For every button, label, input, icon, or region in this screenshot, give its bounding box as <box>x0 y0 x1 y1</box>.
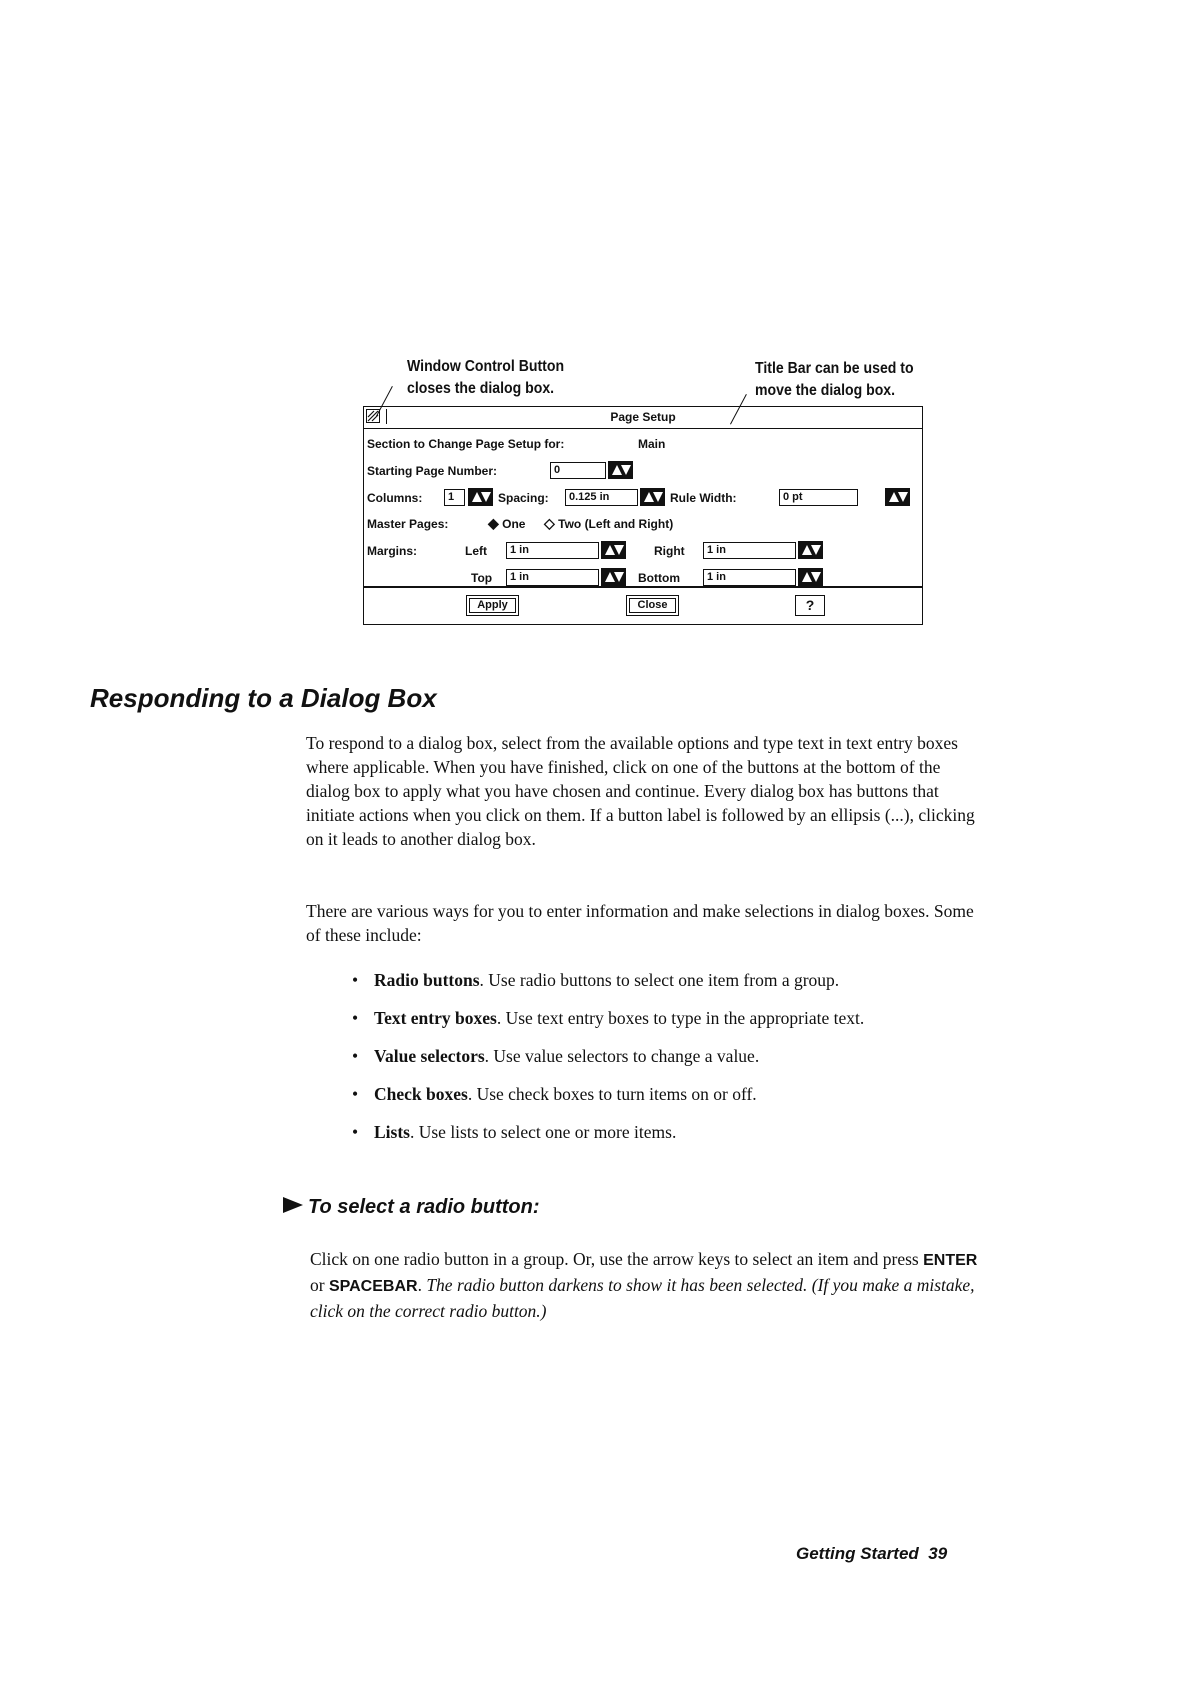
top-margin-label: Top <box>471 571 493 585</box>
margins-label: Margins: <box>367 544 418 558</box>
list-item: • Text entry boxes. Use text entry boxes to type in the appropriate text. <box>352 1008 865 1028</box>
callout-window-control-line2: closes the dialog box. <box>407 380 555 397</box>
title-bar[interactable] <box>364 407 922 429</box>
master-pages-label: Master Pages: <box>367 517 449 531</box>
rule-width-input[interactable]: 0 pt <box>779 489 858 506</box>
callout-title-bar-line2: move the dialog box. <box>755 382 896 399</box>
procedure-heading-row <box>282 1195 540 1219</box>
page-number: 39 <box>928 1544 948 1563</box>
help-icon: ? <box>805 597 815 613</box>
spacing-label: Spacing: <box>498 491 549 505</box>
bullet-text: . Use radio buttons to select one item from a group. <box>479 970 840 990</box>
bullet-term: Lists <box>374 1122 410 1142</box>
bullet-term: Text entry boxes <box>374 1008 497 1028</box>
radio-two[interactable] <box>544 515 673 532</box>
up-down-arrows-icon <box>885 488 910 506</box>
bullet-term: Check boxes <box>374 1084 468 1104</box>
up-down-arrows-icon <box>468 488 493 506</box>
top-margin-stepper[interactable] <box>601 568 626 586</box>
spacing-input[interactable]: 0.125 in <box>565 489 638 506</box>
left-margin-input[interactable]: 1 in <box>506 542 599 559</box>
page-footer <box>796 1544 947 1564</box>
up-down-arrows-icon <box>601 568 626 586</box>
procedure-or: or <box>310 1275 329 1295</box>
radio-empty-icon: ◇ <box>544 515 555 531</box>
starting-page-label: Starting Page Number: <box>367 464 498 478</box>
up-down-arrows-icon <box>608 461 633 479</box>
apply-button[interactable] <box>466 595 519 616</box>
up-down-arrows-icon <box>640 488 665 506</box>
list-item: • Radio buttons. Use radio buttons to select one item from a group. <box>352 970 840 990</box>
bottom-margin-input[interactable]: 1 in <box>703 569 796 586</box>
footer-text: Getting Started <box>796 1544 919 1563</box>
rule-width-label: Rule Width: <box>670 491 737 505</box>
radio-two-label: Two (Left and Right) <box>558 517 674 531</box>
starting-page-stepper[interactable] <box>608 461 633 479</box>
starting-page-input[interactable]: 0 <box>550 462 606 479</box>
section-heading: Responding to a Dialog Box <box>90 683 437 713</box>
up-down-arrows-icon <box>798 541 823 559</box>
columns-label: Columns: <box>367 491 423 505</box>
bullet-text: . Use value selectors to change a value. <box>484 1046 760 1066</box>
bullet-text: . Use text entry boxes to type in the appropriate text. <box>496 1008 865 1028</box>
columns-stepper[interactable] <box>468 488 493 506</box>
list-item: • Lists. Use lists to select one or more items. <box>352 1122 677 1142</box>
help-button[interactable] <box>795 595 825 616</box>
selection-methods-list <box>346 968 986 1158</box>
left-margin-label: Left <box>465 544 487 558</box>
up-down-arrows-icon <box>798 568 823 586</box>
radio-one-label: One <box>502 517 526 531</box>
bullet-term: Radio buttons <box>374 970 480 990</box>
procedure-text-main: Click on one radio button in a group. Or, use the arrow keys to select an item and press <box>310 1249 924 1269</box>
procedure-heading: To select a radio button: <box>308 1196 540 1218</box>
top-margin-input[interactable]: 1 in <box>506 569 599 586</box>
bottom-margin-stepper[interactable] <box>798 568 823 586</box>
spacing-stepper[interactable] <box>640 488 665 506</box>
callout-title-bar-line1: Title Bar can be used to <box>755 360 914 377</box>
bullet-text: . Use check boxes to turn items on or off. <box>467 1084 757 1104</box>
apply-button-label: Apply <box>469 598 516 613</box>
bottom-margin-label: Bottom <box>638 571 680 585</box>
callout-window-control-line1: Window Control Button <box>407 358 565 375</box>
section-label: Section to Change Page Setup for: <box>367 437 565 451</box>
paragraph-intro: To respond to a dialog box, select from the available options and type text in text entry boxes where applicable. When you have finished, click on one of the buttons at the bottom of the dialog box to apply what you have chosen and continue. Every dialog box has buttons that initiate actions when you click on them. If a button label is followed by an ellipsis (...), clicking on it leads to another dialog box. <box>306 733 975 849</box>
up-down-arrows-icon <box>601 541 626 559</box>
right-margin-input[interactable]: 1 in <box>703 542 796 559</box>
section-value: Main <box>638 437 666 451</box>
right-margin-stepper[interactable] <box>798 541 823 559</box>
spacebar-key: SPACEBAR <box>328 1278 418 1295</box>
arrow-right-icon <box>282 1195 304 1215</box>
radio-one[interactable] <box>488 515 525 532</box>
paragraph-ways: There are various ways for you to enter information and make selections in dialog boxes. Some of these include: <box>306 901 974 945</box>
rule-width-stepper[interactable] <box>885 488 910 506</box>
dialog-title: Page Setup <box>610 410 676 424</box>
procedure-note: The radio button darkens to show it has been selected. (If you make a mistake, click on the correct radio button.) <box>310 1275 975 1321</box>
enter-key: ENTER <box>923 1252 978 1269</box>
radio-filled-icon: ◆ <box>488 515 499 531</box>
bullet-text: . Use lists to select one or more items. <box>409 1122 677 1142</box>
close-button-label: Close <box>629 598 676 613</box>
list-item: • Value selectors. Use value selectors to change a value. <box>352 1046 760 1066</box>
procedure-text <box>310 1247 980 1323</box>
button-row-divider <box>364 586 922 588</box>
page-setup-dialog <box>363 406 923 625</box>
procedure-period: . <box>417 1275 427 1295</box>
right-margin-label: Right <box>654 544 685 558</box>
close-button[interactable] <box>626 595 679 616</box>
columns-input[interactable]: 1 <box>444 489 465 506</box>
bullet-term: Value selectors <box>374 1046 485 1066</box>
left-margin-stepper[interactable] <box>601 541 626 559</box>
list-item: • Check boxes. Use check boxes to turn items on or off. <box>352 1084 757 1104</box>
